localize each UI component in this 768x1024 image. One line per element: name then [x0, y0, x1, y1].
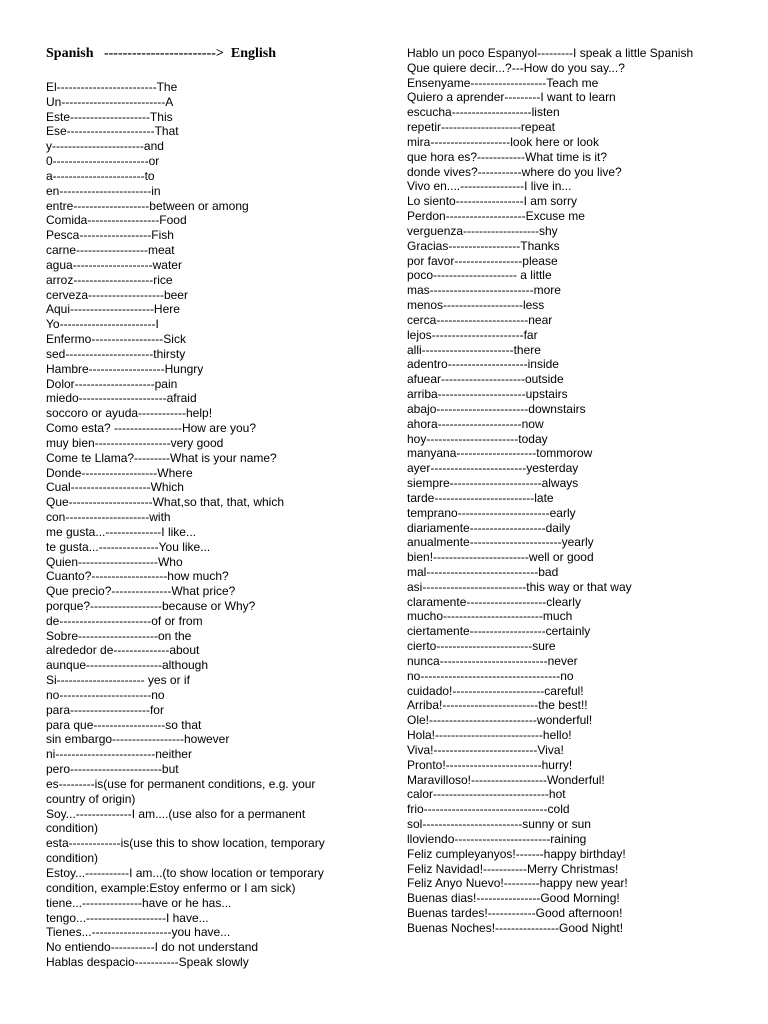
vocabulary-entry: Perdon--------------------Excuse me	[407, 209, 585, 224]
vocabulary-entry: ahora---------------------now	[407, 416, 544, 431]
vocabulary-entry: Ese----------------------That	[46, 124, 179, 139]
vocabulary-entry: para que------------------so that	[46, 717, 202, 732]
vocabulary-entry: miedo----------------------afraid	[46, 391, 197, 406]
vocabulary-entry: soccoro or ayuda------------help!	[46, 406, 213, 421]
vocabulary-entry: sed----------------------thirsty	[46, 346, 186, 361]
vocabulary-entry: no-----------------------no	[46, 687, 165, 702]
vocabulary-entry: Dolor--------------------pain	[46, 376, 178, 391]
vocabulary-entry: Gracias------------------Thanks	[407, 238, 560, 253]
vocabulary-entry: donde vives?-----------where do you live?	[407, 164, 622, 179]
vocabulary-entry: Cuanto?-------------------how much?	[46, 569, 229, 584]
vocabulary-entry: ciertamente-------------------certainly	[407, 624, 591, 639]
vocabulary-entry: alli-----------------------there	[407, 342, 541, 357]
vocabulary-entry: escucha--------------------listen	[407, 105, 560, 120]
vocabulary-entry: Lo siento-----------------I am sorry	[407, 194, 577, 209]
vocabulary-entry: tiene...---------------have or he has...	[46, 895, 232, 910]
vocabulary-entry: y-----------------------and	[46, 139, 164, 154]
vocabulary-entry: Ensenyame-------------------Teach me	[407, 75, 599, 90]
vocabulary-entry: Yo------------------------I	[46, 317, 159, 332]
vocabulary-entry: afuear---------------------outside	[407, 372, 564, 387]
vocabulary-entry: menos--------------------less	[407, 298, 545, 313]
vocabulary-entry: Come te Llama?---------What is your name?	[46, 450, 277, 465]
vocabulary-entry: Hablas despacio-----------Speak slowly	[46, 954, 249, 969]
vocabulary-entry: El-------------------------The	[46, 80, 178, 94]
vocabulary-entry: esta-------------is(use this to show location, temporary condition)	[46, 836, 325, 866]
vocabulary-entry: aunque-------------------although	[46, 658, 209, 673]
vocabulary-entry: mira--------------------look here or look	[407, 134, 599, 149]
vocabulary-entry: Comida------------------Food	[46, 213, 187, 228]
left-vocabulary-column	[46, 80, 346, 970]
vocabulary-entry: cuidado!-----------------------careful!	[407, 683, 584, 698]
vocabulary-entry: porque?------------------because or Why?	[46, 598, 256, 613]
vocabulary-entry: Ole!---------------------------wonderful!	[407, 713, 593, 728]
vocabulary-entry: Que precio?---------------What price?	[46, 584, 236, 599]
vocabulary-entry: Viva!--------------------------Viva!	[407, 742, 564, 757]
vocabulary-entry: diariamente-------------------daily	[407, 520, 571, 535]
vocabulary-entry: Aqui---------------------Here	[46, 302, 180, 317]
vocabulary-entry: Hola!---------------------------hello!	[407, 728, 572, 743]
vocabulary-entry: claramente--------------------clearly	[407, 594, 581, 609]
vocabulary-entry: Tienes...--------------------you have...	[46, 925, 231, 940]
vocabulary-entry: bien!------------------------well or good	[407, 550, 594, 565]
vocabulary-entry: calor-----------------------------hot	[407, 787, 566, 802]
vocabulary-entry: Hablo un poco Espanyol---------I speak a little Spanish	[407, 46, 694, 60]
vocabulary-entry: temprano-----------------------early	[407, 505, 576, 520]
vocabulary-entry: Quiero a aprender---------I want to learn	[407, 90, 616, 105]
vocabulary-entry: en-----------------------in	[46, 183, 161, 198]
vocabulary-entry: Enfermo------------------Sick	[46, 332, 186, 347]
vocabulary-entry: sol-------------------------sunny or sun	[407, 817, 591, 832]
vocabulary-entry: frio-------------------------------cold	[407, 802, 570, 817]
vocabulary-entry: muy bien-------------------very good	[46, 435, 224, 450]
vocabulary-entry: Feliz cumpleyanyos!-------happy birthday!	[407, 846, 626, 861]
vocabulary-entry: poco--------------------- a little	[407, 268, 552, 283]
vocabulary-entry: Sobre--------------------on the	[46, 628, 192, 643]
vocabulary-entry: lejos-----------------------far	[407, 327, 538, 342]
vocabulary-entry: repetir--------------------repeat	[407, 120, 555, 135]
vocabulary-entry: pero-----------------------but	[46, 762, 179, 777]
vocabulary-entry: anualmente-----------------------yearly	[407, 535, 594, 550]
vocabulary-entry: Pesca------------------Fish	[46, 228, 174, 243]
vocabulary-entry: entre-------------------between or among	[46, 198, 249, 213]
vocabulary-entry: Pronto!------------------------hurry!	[407, 757, 573, 772]
vocabulary-entry: de-----------------------of or from	[46, 613, 203, 628]
vocabulary-entry: con---------------------with	[46, 510, 171, 525]
vocabulary-entry: para--------------------for	[46, 702, 164, 717]
vocabulary-entry: abajo-----------------------downstairs	[407, 401, 586, 416]
vocabulary-entry: Quien--------------------Who	[46, 554, 183, 569]
vocabulary-entry: No entiendo-----------I do not understand	[46, 940, 259, 955]
vocabulary-entry: es---------is(use for permanent conditions, e.g. your country of origin)	[46, 776, 316, 806]
vocabulary-entry: tengo...--------------------I have...	[46, 910, 209, 925]
vocabulary-entry: Cual--------------------Which	[46, 480, 184, 495]
vocabulary-entry: cierto------------------------sure	[407, 639, 556, 654]
vocabulary-entry: siempre-----------------------always	[407, 476, 579, 491]
vocabulary-entry: asi--------------------------this way or that way	[407, 579, 632, 594]
vocabulary-entry: no-----------------------------------no	[407, 668, 574, 683]
vocabulary-entry: que hora es?------------What time is it?	[407, 149, 608, 164]
vocabulary-entry: Estoy...-----------I am...(to show location or temporary condition, example:Estoy enfermo or I am sick)	[46, 865, 324, 895]
vocabulary-entry: Soy...--------------I am....(use also for a permanent condition)	[46, 806, 306, 836]
vocabulary-entry: Feliz Navidad!-----------Merry Christmas!	[407, 861, 619, 876]
vocabulary-entry: mas--------------------------more	[407, 283, 561, 298]
vocabulary-entry: sin embargo------------------however	[46, 732, 230, 747]
vocabulary-entry: mal----------------------------bad	[407, 564, 559, 579]
vocabulary-entry: cerveza-------------------beer	[46, 287, 188, 302]
vocabulary-entry: arroz--------------------rice	[46, 272, 173, 287]
vocabulary-entry: Buenas tardes!------------Good afternoon!	[407, 906, 623, 921]
vocabulary-entry: Vivo en....----------------I live in...	[407, 179, 572, 194]
vocabulary-entry: Arriba!------------------------the best!!	[407, 698, 588, 713]
right-vocabulary-column	[407, 46, 727, 936]
vocabulary-entry: hoy-----------------------today	[407, 431, 548, 446]
vocabulary-entry: Que---------------------What,so that, that, which	[46, 495, 284, 510]
vocabulary-entry: alrededor de--------------about	[46, 643, 200, 658]
vocabulary-entry: Donde-------------------Where	[46, 465, 193, 480]
vocabulary-entry: carne------------------meat	[46, 243, 175, 258]
vocabulary-entry: por favor-----------------please	[407, 253, 558, 268]
vocabulary-entry: a-----------------------to	[46, 168, 155, 183]
vocabulary-entry: Como esta? -----------------How are you?	[46, 421, 257, 436]
vocabulary-entry: adentro--------------------inside	[407, 357, 559, 372]
vocabulary-entry: Buenas dias!----------------Good Morning!	[407, 891, 620, 906]
vocabulary-entry: Maravilloso!-------------------Wonderful!	[407, 772, 605, 787]
page-heading: Spanish ------------------------> English	[46, 46, 276, 61]
vocabulary-entry: tarde-------------------------late	[407, 490, 554, 505]
vocabulary-entry: mucho-------------------------much	[407, 609, 573, 624]
vocabulary-entry: te gusta...---------------You like...	[46, 539, 211, 554]
vocabulary-entry: ayer------------------------yesterday	[407, 461, 579, 476]
vocabulary-entry: Buenas Noches!----------------Good Night!	[407, 920, 624, 935]
vocabulary-entry: Este--------------------This	[46, 109, 173, 124]
vocabulary-entry: verguenza-------------------shy	[407, 223, 558, 238]
vocabulary-entry: arriba----------------------upstairs	[407, 387, 568, 402]
vocabulary-entry: Hambre-------------------Hungry	[46, 361, 204, 376]
vocabulary-entry: Un--------------------------A	[46, 94, 174, 109]
vocabulary-entry: Feliz Anyo Nuevo!---------happy new year!	[407, 876, 628, 891]
vocabulary-entry: me gusta...--------------I like...	[46, 524, 196, 539]
vocabulary-entry: ni-------------------------neither	[46, 747, 192, 762]
vocabulary-entry: lloviendo------------------------raining	[407, 831, 587, 846]
vocabulary-entry: nunca---------------------------never	[407, 653, 578, 668]
vocabulary-entry: cerca-----------------------near	[407, 312, 553, 327]
vocabulary-entry: 0------------------------or	[46, 154, 160, 169]
vocabulary-entry: manyana--------------------tommorow	[407, 446, 593, 461]
vocabulary-entry: agua--------------------water	[46, 257, 182, 272]
vocabulary-entry: Que quiere decir...?---How do you say...?	[407, 60, 625, 75]
vocabulary-entry: Si---------------------- yes or if	[46, 673, 190, 688]
